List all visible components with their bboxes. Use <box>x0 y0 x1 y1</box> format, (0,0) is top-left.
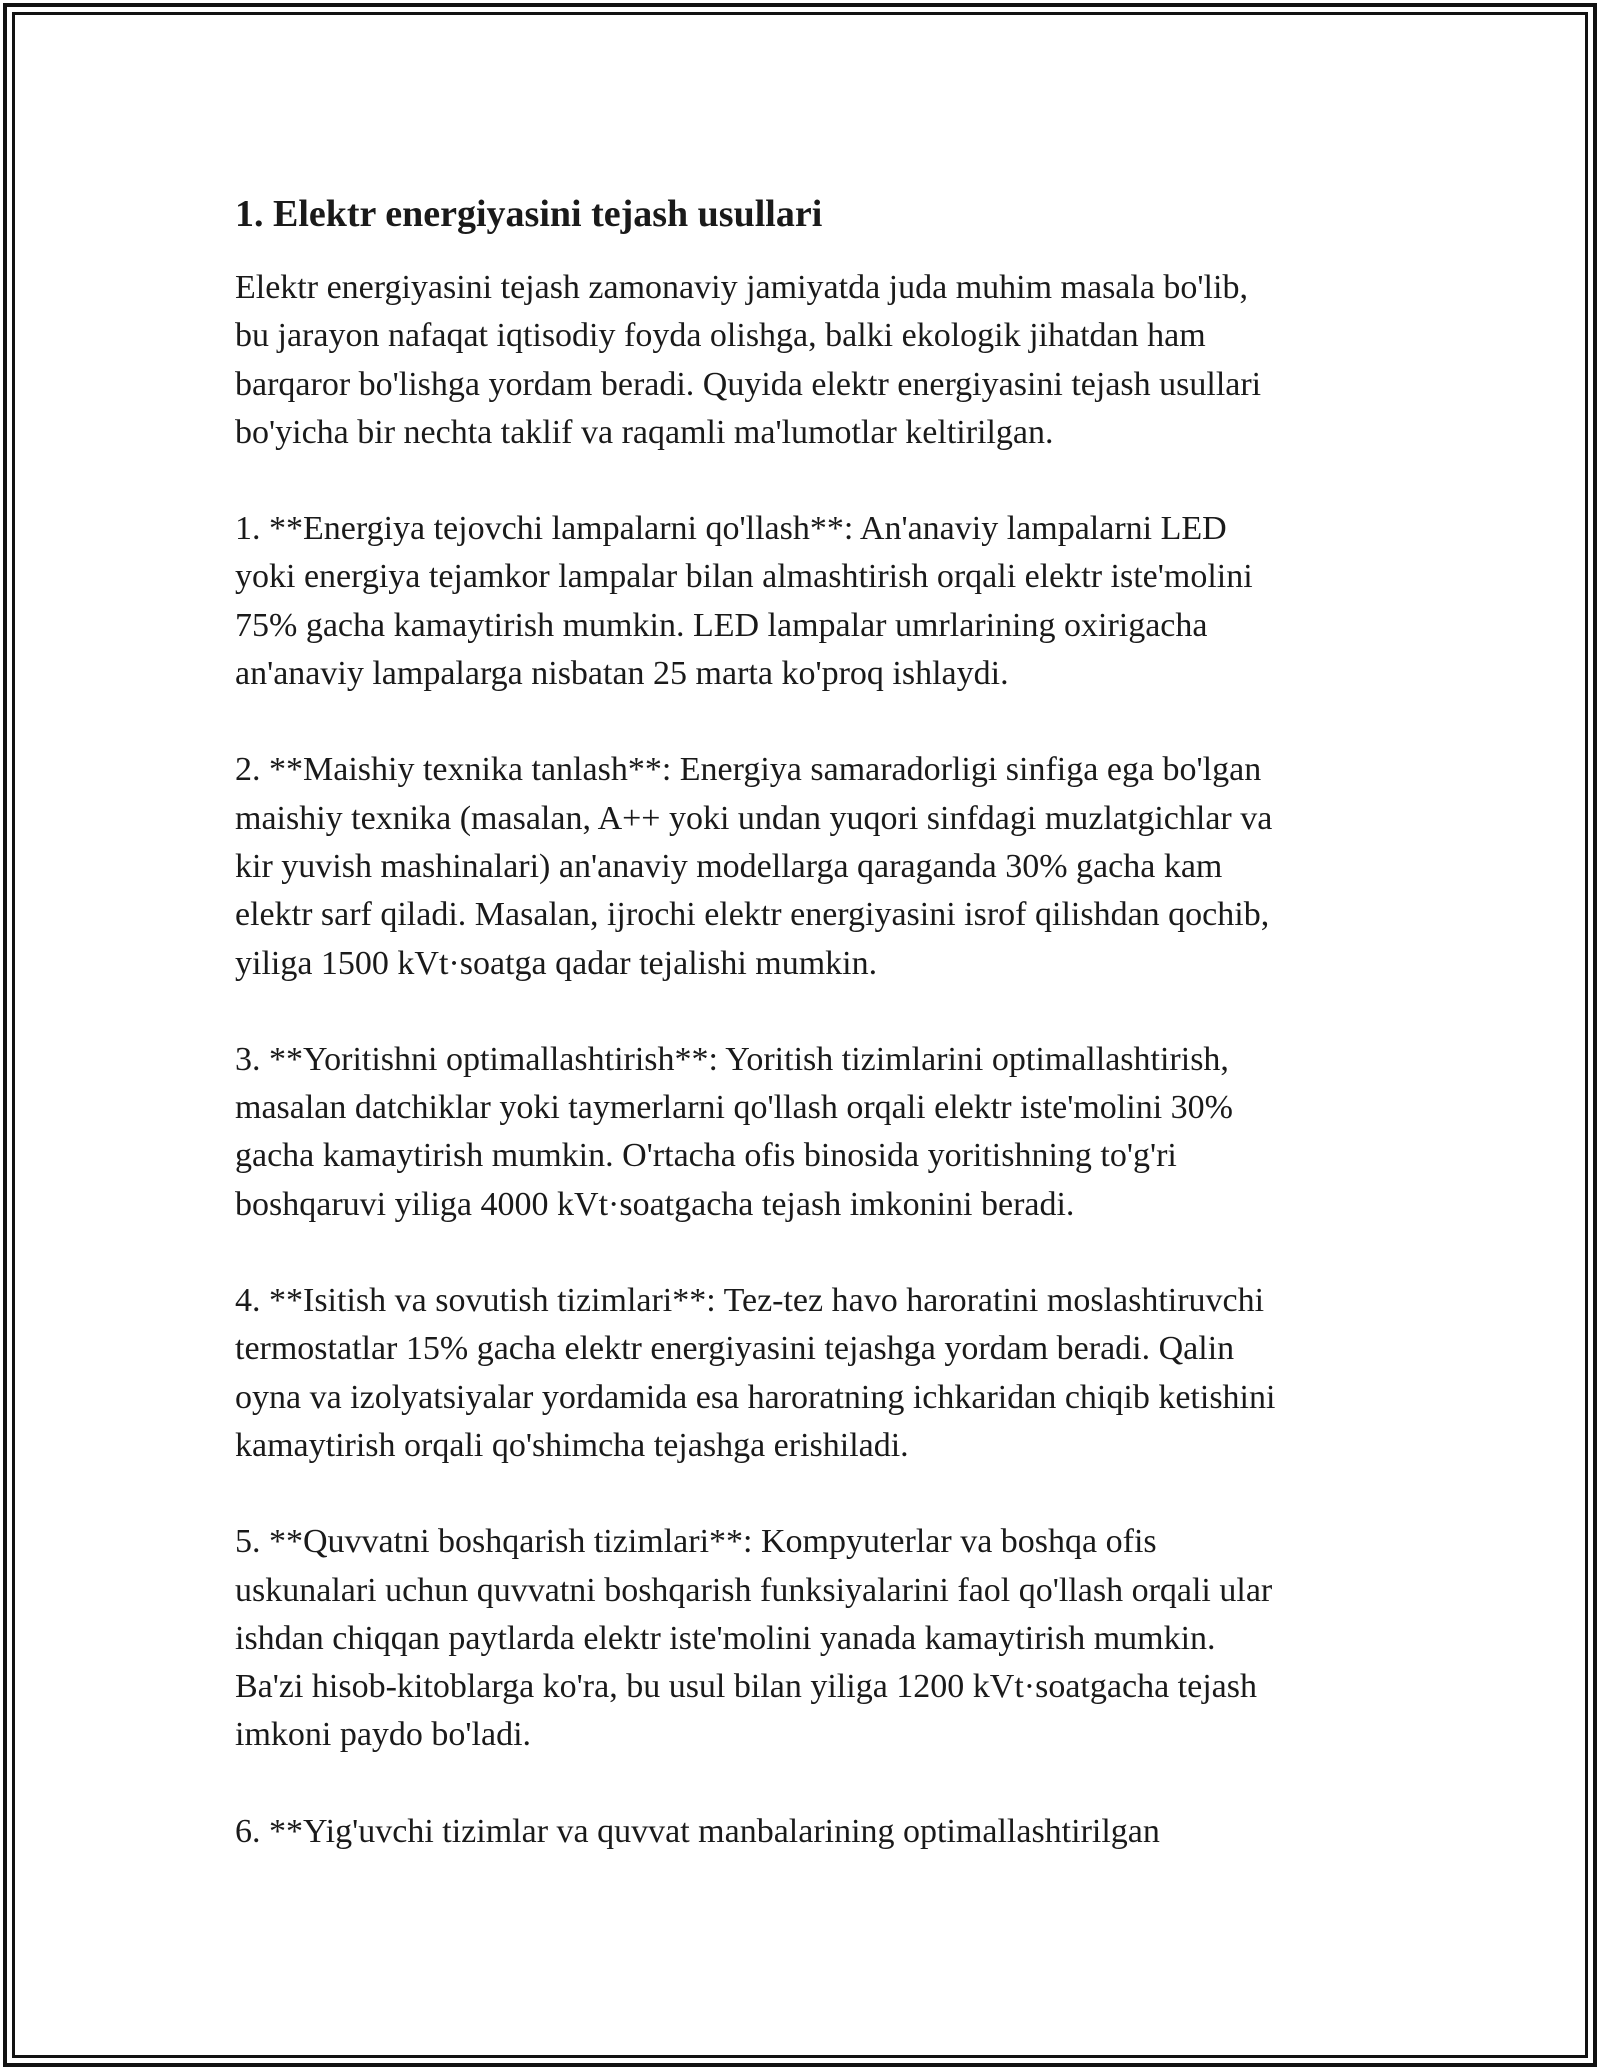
list-item-lighting-optimization: 3. **Yoritishni optimallashtirish**: Yoritish tizimlarini optimallashtirish, masalan datchiklar yoki taymerlarni qo'llash orqali elektr iste'molini 30% gacha kamaytirish mumkin. O'rtacha ofis binosida yoritishning to'g'ri boshqaruvi yiliga 4000 kVt·soatgacha tejash imkonini beradi. <box>235 1040 1233 1223</box>
list-item-energy-saving-lamps: 1. **Energiya tejovchi lampalarni qo'llash**: An'anaviy lampalarni LED yoki energiya tejamkor lampalar bilan almashtirish orqali elektr iste'molini 75% gacha kamaytirish mumkin. LED lampalar umrlarining oxirigacha an'anaviy lampalarga nisbatan 25 marta ko'proq ishlaydi. <box>235 510 1253 693</box>
intro-paragraph: Elektr energiyasini tejash zamonaviy jamiyatda juda muhim masala bo'lib, bu jarayon nafaqat iqtisodiy foyda olishga, balki ekologik jihatdan ham barqaror bo'lishga yordam beradi. Quyida elektr energiyasini tejash usullari bo'yicha bir nechta taklif va raqamli ma'lumotlar keltirilgan. <box>235 269 1262 451</box>
list-item-household-appliances: 2. **Maishiy texnika tanlash**: Energiya samaradorligi sinfiga ega bo'lgan maishiy texnika (masalan, A++ yoki undan yuqori sinfdagi muzlatgichlar va kir yuvish mashinalari) an'anaviy modellarga qaraganda 30% gacha kam elektr sarf qiladi. Masalan, ijrochi elektr energiyasini isrof qilishdan qochib, yiliga 1500 kVt·soatga qadar tejalishi mumkin. <box>235 751 1273 982</box>
list-item-collector-systems: 6. **Yig'uvchi tizimlar va quvvat manbalarining optimallashtirilgan <box>235 1812 1160 1850</box>
list-item-power-management: 5. **Quvvatni boshqarish tizimlari**: Kompyuterlar va boshqa ofis uskunalari uchun quvvatni boshqarish funksiyalarini faol qo'llash orqali ular ishdan chiqqan paytlarda elektr iste'molini yanada kamaytirish mumkin. Ba'zi hisob-kitoblarga ko'ra, bu usul bilan yiliga 1200 kVt·soatgacha tejash imkoni paydo bo'ladi. <box>235 1523 1273 1754</box>
document-title: 1. Elektr energiyasini tejash usullari <box>235 193 823 235</box>
list-item-heating-cooling: 4. **Isitish va sovutish tizimlari**: Tez-tez havo haroratini moslashtiruvchi termostatlar 15% gacha elektr energiyasini tejashga yordam beradi. Qalin oyna va izolyatsiyalar yordamida esa haroratning ichkaridan chiqib ketishini kamaytirish orqali qo'shimcha tejashga erishiladi. <box>235 1282 1276 1464</box>
document-body <box>235 188 1375 1904</box>
